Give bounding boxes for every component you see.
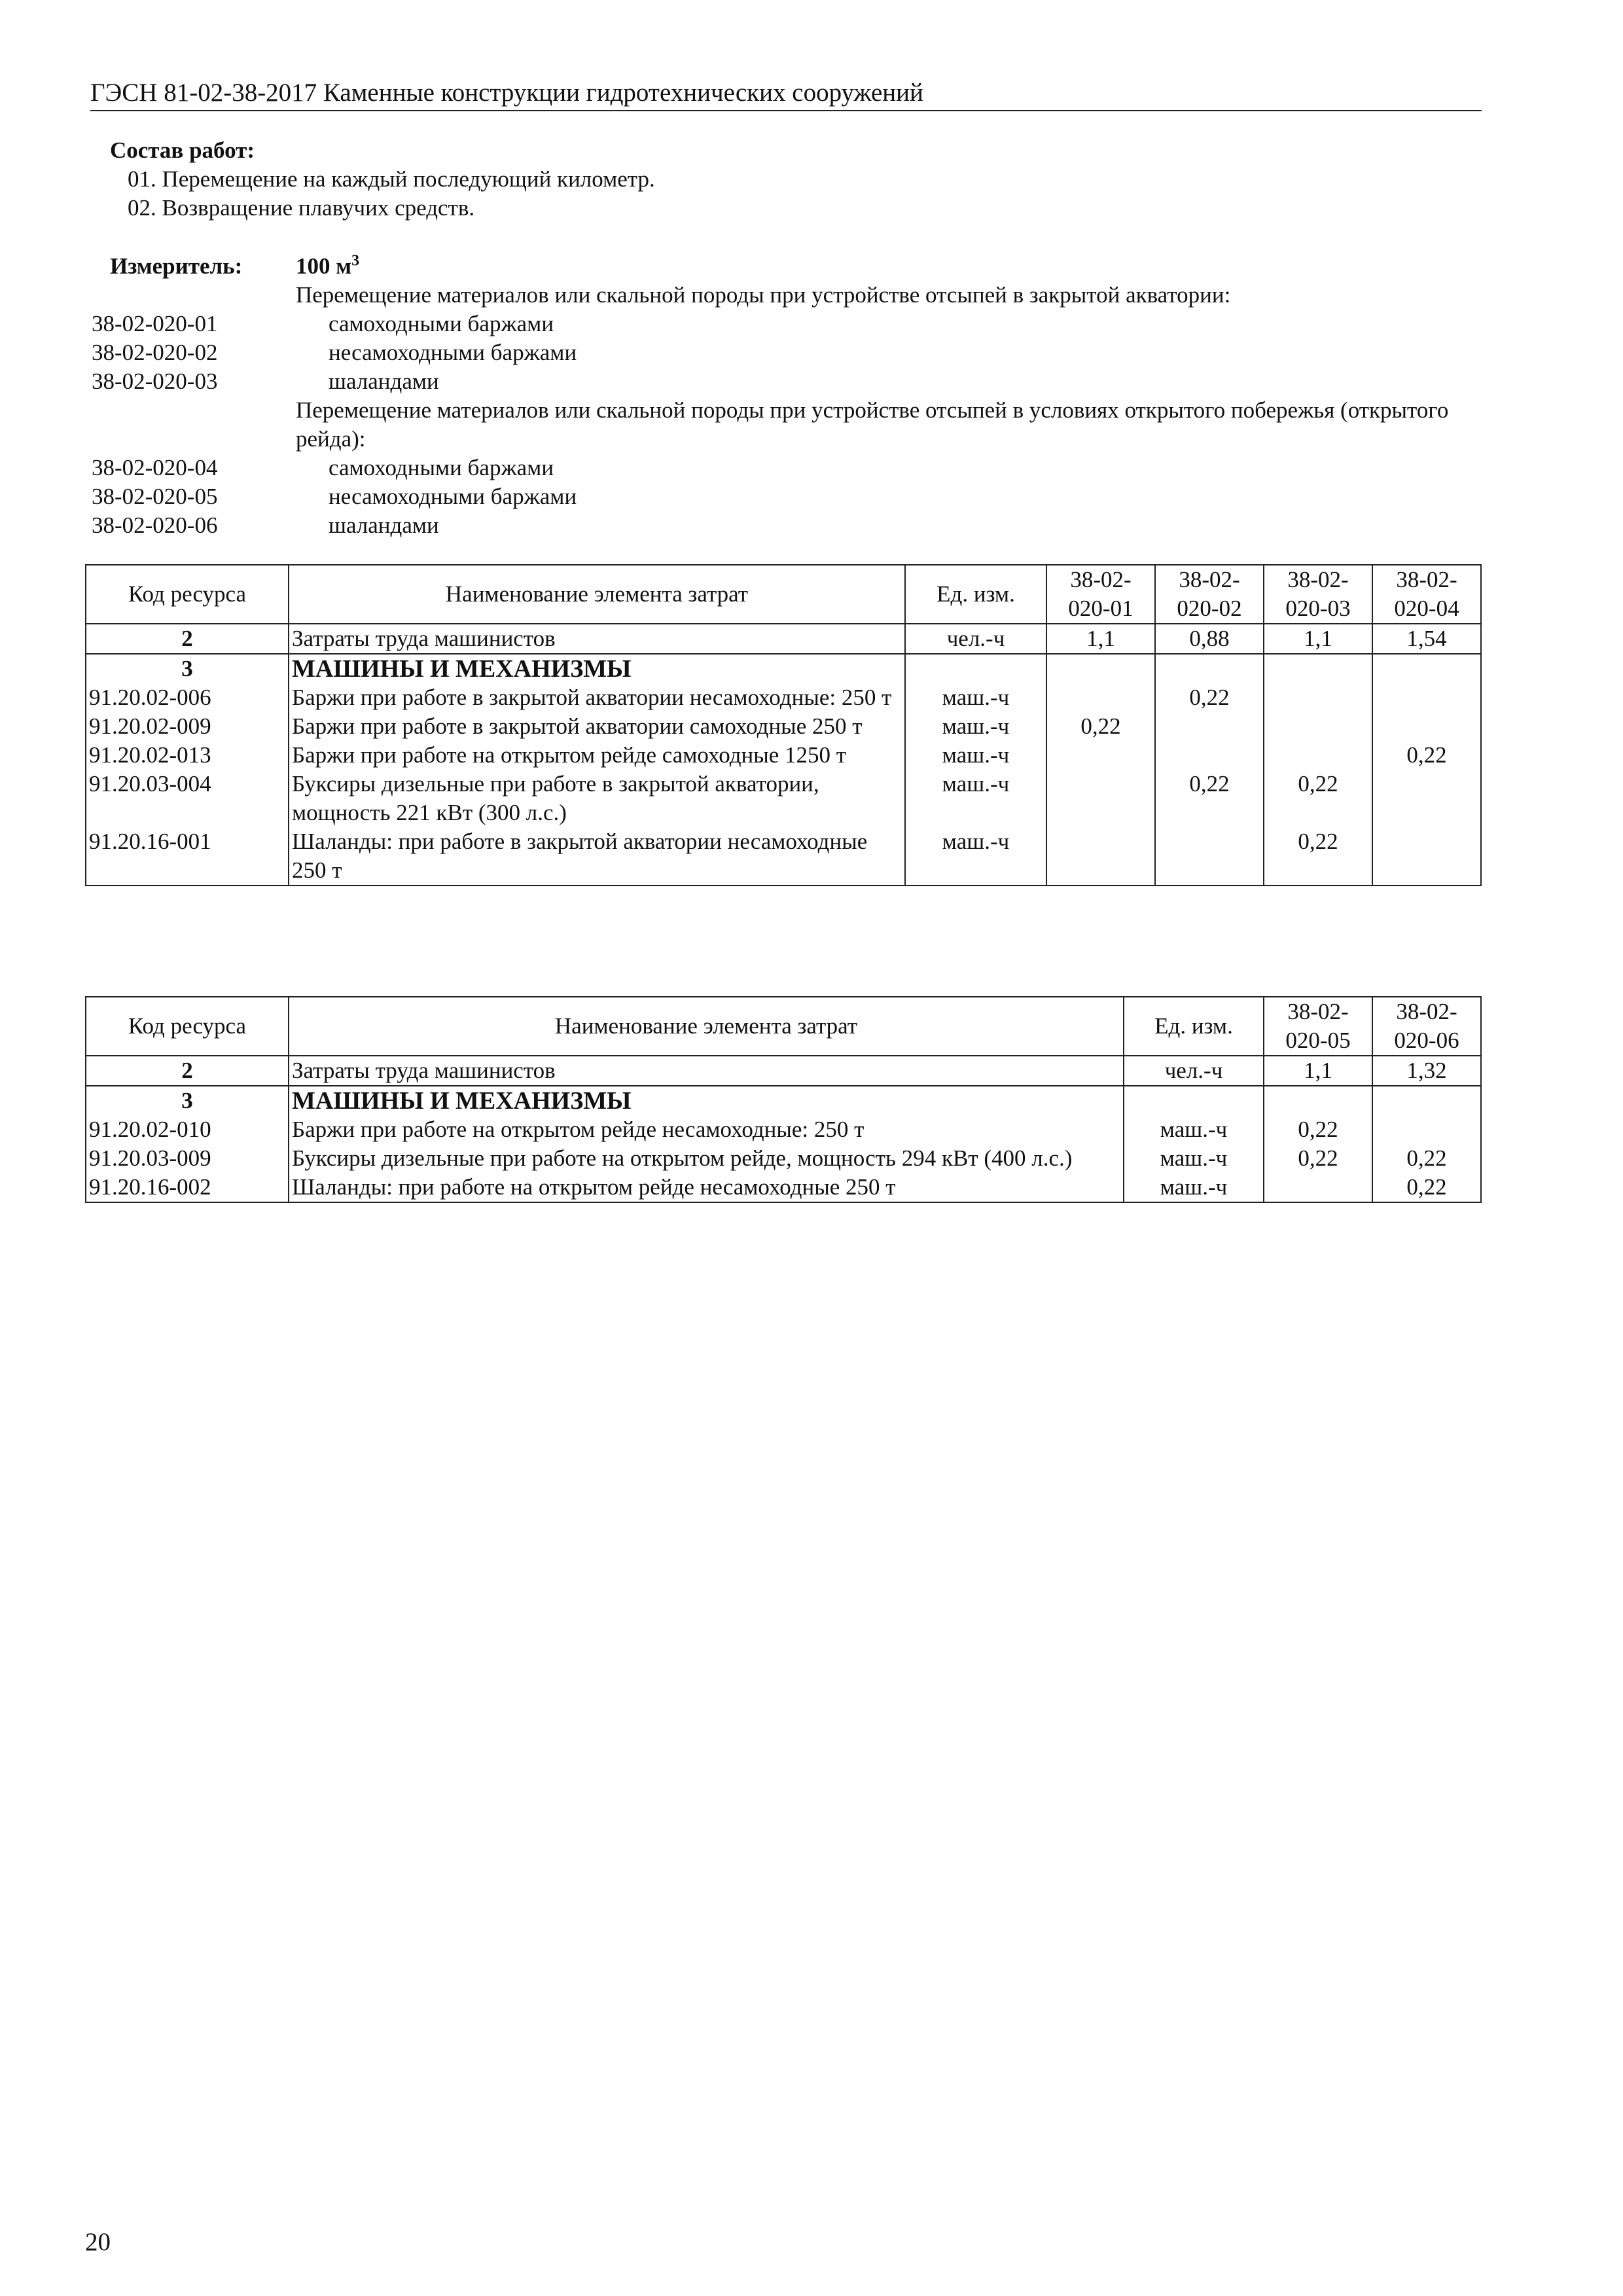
- resource-unit: маш.-ч: [1124, 1144, 1264, 1173]
- norm-value: [1046, 683, 1155, 712]
- norm-value: 0,22: [1264, 827, 1372, 886]
- norm-value: 0,22: [1155, 770, 1264, 827]
- resource-unit: маш.-ч: [905, 770, 1046, 827]
- norm-value: 1,54: [1372, 624, 1481, 654]
- norm-item: [92, 338, 1486, 367]
- norm-value: 0,22: [1264, 1115, 1372, 1144]
- table-row: [86, 1144, 1481, 1173]
- resource-unit: маш.-ч: [905, 683, 1046, 712]
- header-norm-col: 38-02-020-05: [1264, 997, 1372, 1056]
- header-norm-col: 38-02-020-02: [1155, 565, 1264, 624]
- header-unit: Ед. изм.: [1124, 997, 1264, 1056]
- table-row: [86, 1115, 1481, 1144]
- resource-code: 91.20.03-004: [86, 770, 289, 827]
- norm-value: [1372, 827, 1481, 886]
- header-norm-col: 38-02-020-01: [1046, 565, 1155, 624]
- norm-value: [1264, 683, 1372, 712]
- norm-value: 0,22: [1372, 741, 1481, 770]
- work-step: 02. Возвращение плавучих средств.: [128, 195, 475, 221]
- norm-description: несамоходными баржами: [329, 484, 577, 509]
- table-row: [86, 827, 1481, 886]
- work-step: 01. Перемещение на каждый последующий километр.: [128, 166, 655, 192]
- norm-value: [1046, 770, 1155, 827]
- header-name: Наименование элемента затрат: [289, 997, 1124, 1056]
- norm-value: [1046, 741, 1155, 770]
- header-unit: Ед. изм.: [905, 565, 1046, 624]
- table-header-row: [86, 997, 1481, 1056]
- group-code: 3: [86, 1086, 289, 1115]
- norm-item: [92, 310, 1486, 338]
- norm-code: [92, 281, 296, 310]
- norm-description: Перемещение материалов или скальной породы при устройстве отсыпей в условиях открытого побережья (открытого рейда):: [296, 397, 1449, 452]
- resource-unit: маш.-ч: [1124, 1173, 1264, 1202]
- group-row: [86, 1086, 1481, 1115]
- resource-name: Затраты труда машинистов: [289, 1056, 1124, 1086]
- page-number: 20: [85, 2228, 111, 2256]
- norm-description: самоходными баржами: [329, 455, 554, 480]
- norm-value: [1372, 770, 1481, 827]
- norm-item: [92, 511, 1486, 540]
- norm-value: [1372, 712, 1481, 741]
- labor-row: [86, 624, 1481, 654]
- resource-unit: маш.-ч: [905, 827, 1046, 886]
- norm-value: 0,22: [1155, 683, 1264, 712]
- norm-item: [92, 367, 1486, 396]
- norm-value: 0,22: [1046, 712, 1155, 741]
- group-code: 3: [86, 654, 289, 683]
- work-composition-label: Состав работ:: [110, 137, 255, 163]
- norm-description: шаландами: [329, 512, 439, 538]
- measure-value: 100 $м^3$: [296, 252, 360, 279]
- resource-name: Баржи при работе в закрытой акватории несамоходные: 250 т: [289, 683, 905, 712]
- norm-code: 38-02-020-03: [92, 368, 218, 394]
- norm-value: 0,88: [1155, 624, 1264, 654]
- norm-description: шаландами: [329, 368, 439, 394]
- resource-code: 91.20.02-006: [86, 683, 289, 712]
- resource-code: 91.20.16-002: [86, 1173, 289, 1202]
- header-norm-col: 38-02-020-06: [1372, 997, 1481, 1056]
- resource-name: Шаланды: при работе в закрытой акватории несамоходные 250 т: [289, 827, 905, 886]
- resource-unit: маш.-ч: [1124, 1115, 1264, 1144]
- norm-value: 0,22: [1372, 1173, 1481, 1202]
- resource-code: 2: [86, 1056, 289, 1086]
- norm-value: 0,22: [1264, 770, 1372, 827]
- norm-code: 38-02-020-02: [92, 340, 218, 365]
- resource-table-1: [85, 564, 1482, 886]
- resource-code: 91.20.02-009: [86, 712, 289, 741]
- group-row: [86, 654, 1481, 683]
- table-header-row: [86, 565, 1481, 624]
- norm-value: [1372, 1115, 1481, 1144]
- table-row: [86, 712, 1481, 741]
- norm-description: несамоходными баржами: [329, 340, 577, 365]
- resource-code: 91.20.02-010: [86, 1115, 289, 1144]
- norm-value: [1372, 683, 1481, 712]
- table-row: [86, 683, 1481, 712]
- resource-name: Баржи при работе на открытом рейде несамоходные: 250 т: [289, 1115, 1124, 1144]
- norm-items-list: [92, 281, 1486, 540]
- table-row: [86, 741, 1481, 770]
- norm-value: [1264, 1173, 1372, 1202]
- norm-value: [1264, 712, 1372, 741]
- norm-item: [92, 454, 1486, 482]
- header-norm-col: 38-02-020-03: [1264, 565, 1372, 624]
- norm-value: 1,1: [1264, 1056, 1372, 1086]
- group-name: МАШИНЫ И МЕХАНИЗМЫ: [289, 654, 905, 683]
- table-row: [86, 770, 1481, 827]
- header-name: Наименование элемента затрат: [289, 565, 905, 624]
- work-composition: [110, 136, 655, 223]
- norm-value: 1,1: [1046, 624, 1155, 654]
- resource-code: 91.20.02-013: [86, 741, 289, 770]
- norm-value: [1046, 827, 1155, 886]
- norm-value: 1,32: [1372, 1056, 1481, 1086]
- resource-unit: маш.-ч: [905, 741, 1046, 770]
- norm-value: 0,22: [1372, 1144, 1481, 1173]
- norm-code: 38-02-020-06: [92, 512, 218, 538]
- norm-code: 38-02-020-05: [92, 484, 218, 509]
- norm-description: Перемещение материалов или скальной породы при устройстве отсыпей в закрытой акватории:: [296, 282, 1231, 308]
- resource-name: Шаланды: при работе на открытом рейде несамоходные 250 т: [289, 1173, 1124, 1202]
- labor-row: [86, 1056, 1481, 1086]
- norm-code: [92, 396, 296, 454]
- norm-value: 0,22: [1264, 1144, 1372, 1173]
- norm-item: [92, 281, 1486, 310]
- header-code: Код ресурса: [86, 997, 289, 1056]
- norm-item: [92, 396, 1486, 454]
- resource-unit: чел.-ч: [905, 624, 1046, 654]
- resource-name: Буксиры дизельные при работе в закрытой акватории, мощность 221 кВт (300 л.с.): [289, 770, 905, 827]
- measure-superscript: 3: [351, 252, 360, 270]
- norm-value: [1155, 741, 1264, 770]
- norm-code: 38-02-020-01: [92, 311, 218, 336]
- norm-description: самоходными баржами: [329, 311, 554, 336]
- group-name: МАШИНЫ И МЕХАНИЗМЫ: [289, 1086, 1124, 1115]
- resource-unit: чел.-ч: [1124, 1056, 1264, 1086]
- resource-name: Баржи при работе в закрытой акватории самоходные 250 т: [289, 712, 905, 741]
- table-row: [86, 1173, 1481, 1202]
- resource-name: Затраты труда машинистов: [289, 624, 905, 654]
- norm-value: [1264, 741, 1372, 770]
- norm-code: 38-02-020-04: [92, 455, 218, 480]
- page-header: ГЭСН 81-02-38-2017 Каменные конструкции гидротехнических сооружений: [90, 77, 1482, 111]
- resource-table-2: [85, 996, 1482, 1203]
- norm-item: [92, 482, 1486, 511]
- resource-name: Баржи при работе на открытом рейде самоходные 1250 т: [289, 741, 905, 770]
- norm-value: [1155, 827, 1264, 886]
- resource-code: 91.20.16-001: [86, 827, 289, 886]
- resource-unit: маш.-ч: [905, 712, 1046, 741]
- header-code: Код ресурса: [86, 565, 289, 624]
- norm-value: 1,1: [1264, 624, 1372, 654]
- measure-label: Измеритель:: [110, 253, 243, 279]
- resource-name: Буксиры дизельные при работе на открытом рейде, мощность 294 кВт (400 л.с.): [289, 1144, 1124, 1173]
- norm-value: [1155, 712, 1264, 741]
- header-norm-col: 38-02-020-04: [1372, 565, 1481, 624]
- resource-code: 91.20.03-009: [86, 1144, 289, 1173]
- resource-code: 2: [86, 624, 289, 654]
